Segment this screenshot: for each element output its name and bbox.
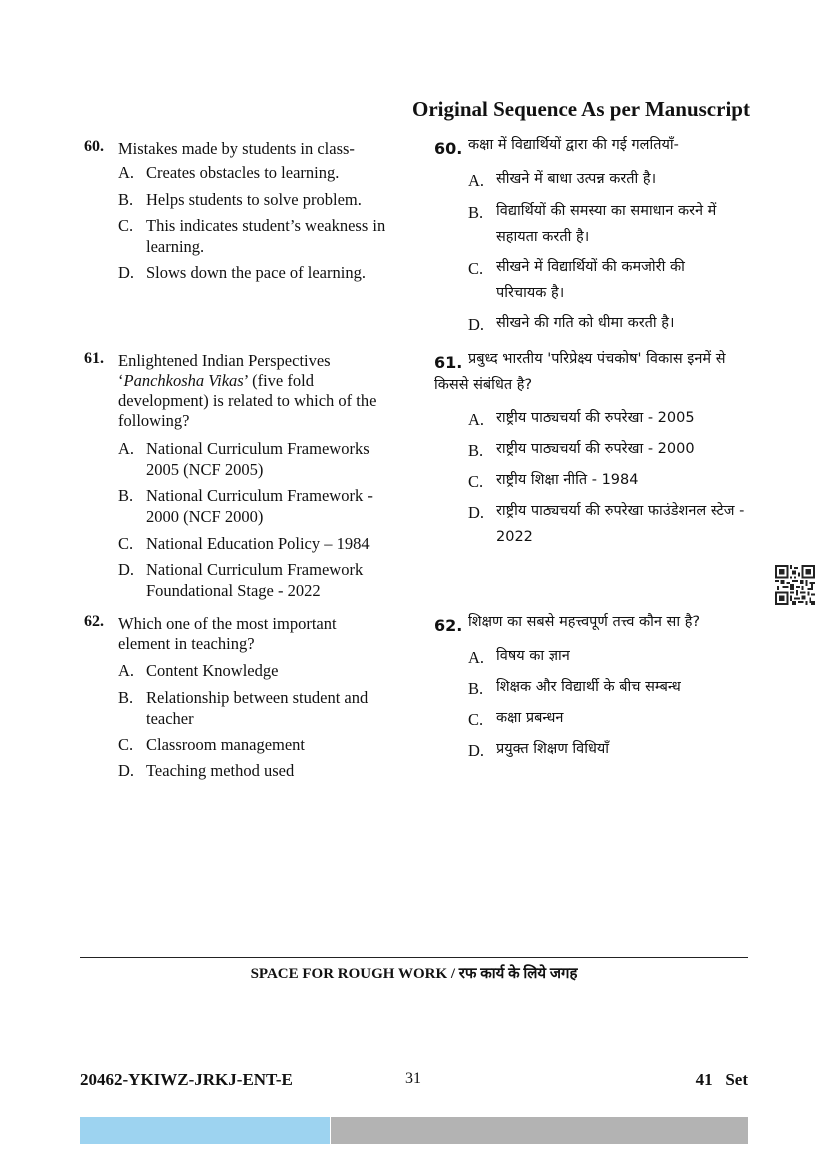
option-letter: D.: [468, 741, 485, 760]
question-text-emphasis: Panchkosha Vikas: [123, 371, 244, 390]
option-letter: C.: [468, 259, 484, 278]
option-letter: A.: [468, 410, 485, 429]
option-letter: B.: [468, 203, 484, 222]
footer-page-number: 31: [405, 1070, 421, 1087]
option-letter: C.: [118, 735, 134, 754]
option-letter: D.: [468, 315, 485, 334]
option-letter: C.: [468, 710, 484, 729]
option-text: Relationship between student and teacher: [146, 688, 369, 728]
option-text: National Curriculum Framework - 2000 (NCF 2000): [146, 486, 373, 526]
footer-booklet-code: 20462-YKIWZ-JRKJ-ENT-E: [80, 1070, 293, 1089]
option-letter: A.: [118, 661, 135, 680]
question-number: 61.: [84, 350, 104, 367]
option-text: सीखने की गति को धीमा करती है।: [496, 315, 675, 331]
question-text: Mistakes made by students in class-: [118, 139, 355, 158]
option-text: राष्ट्रीय पाठ्यचर्या की रुपरेखा - 2000: [496, 441, 695, 457]
option-text: विद्यार्थियों की समस्या का समाधान करने में सहायता करती है।: [496, 203, 717, 245]
option-letter: D.: [118, 263, 135, 282]
option-letter: B.: [468, 441, 484, 460]
option-text: This indicates student’s weakness in learning.: [146, 216, 386, 256]
option-text: Helps students to solve problem.: [146, 190, 362, 209]
option-letter: C.: [118, 534, 134, 553]
question-text: कक्षा में विद्यार्थियों द्वारा की गई गलतियाँ-: [468, 137, 679, 153]
option-text: Content Knowledge: [146, 661, 279, 680]
option-letter: D.: [468, 503, 485, 522]
question-text-pre: Enlightened Indian Perspectives ‘: [118, 351, 331, 390]
rough-work-divider: [80, 957, 748, 958]
question-number: 60.: [434, 139, 463, 158]
option-text: Slows down the pace of learning.: [146, 263, 366, 282]
question-number: 62.: [434, 616, 463, 635]
question-number: 62.: [84, 613, 104, 630]
option-letter: B.: [118, 688, 134, 707]
option-text: National Curriculum Frameworks 2005 (NCF 2005): [146, 439, 370, 479]
option-text: Classroom management: [146, 735, 306, 754]
option-text: राष्ट्रीय शिक्षा नीति - 1984: [496, 472, 639, 488]
option-letter: D.: [118, 560, 135, 579]
option-text: राष्ट्रीय पाठ्यचर्या की रुपरेखा फाउंडेशनल स्टेज - 2022: [496, 503, 745, 545]
page-title: Original Sequence As per Manuscript: [412, 97, 750, 121]
option-letter: A.: [468, 648, 485, 667]
option-letter: A.: [118, 439, 135, 458]
footer-bar-blue: [80, 1117, 330, 1144]
option-letter: B.: [468, 679, 484, 698]
rough-work-label: SPACE FOR ROUGH WORK / रफ कार्य के लिये जगह: [250, 966, 578, 982]
qr-code-icon: [775, 565, 815, 605]
option-text: कक्षा प्रबन्धन: [496, 710, 564, 726]
option-letter: C.: [118, 216, 134, 235]
option-text: Creates obstacles to learning.: [146, 163, 340, 182]
footer-set: 41 Set: [695, 1070, 748, 1089]
question-text: [118, 351, 380, 431]
option-letter: A.: [118, 163, 135, 182]
question-number: 60.: [84, 138, 104, 155]
option-text: सीखने में बाधा उत्पन्न करती है।: [496, 171, 657, 187]
option-text: National Education Policy – 1984: [146, 534, 370, 553]
question-text-post: ’ (five fold development) is related to which of the following?: [118, 371, 377, 430]
option-letter: B.: [118, 486, 134, 505]
option-text: Teaching method used: [146, 761, 295, 780]
option-letter: B.: [118, 190, 134, 209]
question-number: 61.: [434, 353, 463, 372]
option-text: शिक्षक और विद्यार्थी के बीच सम्बन्ध: [496, 679, 681, 695]
option-letter: A.: [468, 171, 485, 190]
option-text: विषय का ज्ञान: [496, 648, 570, 664]
option-text: सीखने में विद्यार्थियों की कमजोरी की परिचायक है।: [496, 259, 685, 301]
option-letter: C.: [468, 472, 484, 491]
question-text: प्रबुध्द भारतीय 'परिप्रेक्ष्य पंचकोष' विकास इनमें से किससे संबंधित है?: [434, 351, 726, 393]
question-text: Which one of the most important element in teaching?: [118, 614, 337, 653]
footer-bar-gray: [331, 1117, 748, 1144]
option-text: National Curriculum Framework Foundational Stage - 2022: [146, 560, 364, 600]
option-letter: D.: [118, 761, 135, 780]
question-text: शिक्षण का सबसे महत्त्वपूर्ण तत्त्व कौन सा है?: [468, 614, 701, 630]
option-text: प्रयुक्त शिक्षण विधियाँ: [496, 741, 610, 757]
option-text: राष्ट्रीय पाठ्यचर्या की रुपरेखा - 2005: [496, 410, 695, 426]
